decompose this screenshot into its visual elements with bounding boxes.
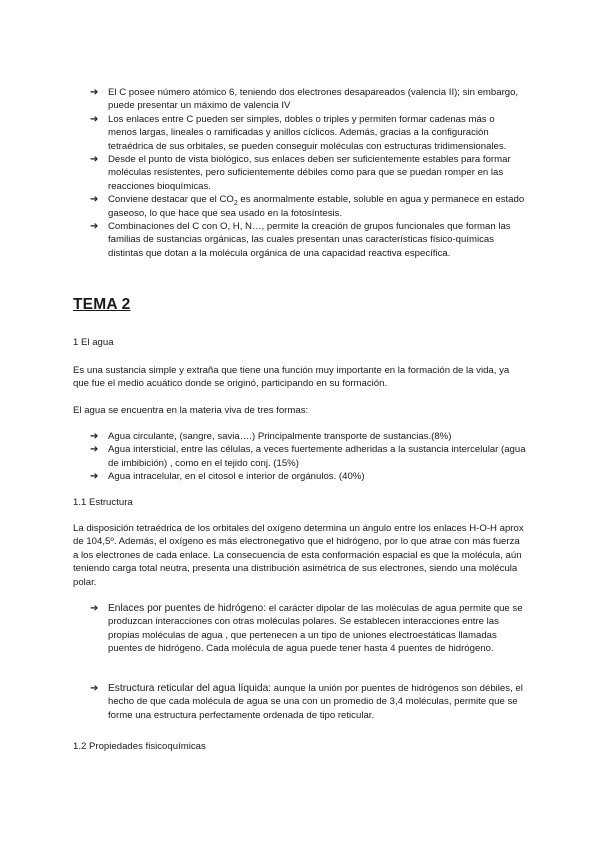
paragraph-estructura: La disposición tetraédrica de los orbitales del oxígeno determina un ángulo entre los enlaces H-O-H aprox de 104,5º. Además, el oxígeno es más electronegativo que el hidrógeno, por lo que atrae con más fuerza a los electrones de cada enlace. La consecuencia de esta conformación espacial es que la molécula, aún teniendo carga total neutra, presenta una distribución asimétrica de sus electrones, siendo una molécula polar. — [73, 523, 524, 588]
bullet-lead: Enlaces por puentes de hidrógeno: — [108, 603, 267, 614]
list-item: ➔ Conviene destacar que el $CO_2$ es anormalmente estable, soluble en agua y permanece en estado gaseoso, lo que hace que sea usado en la fotosíntesis. — [90, 194, 525, 219]
list-item: ➔ Enlaces por puentes de hidrógeno: el carácter dipolar de las moléculas de agua permite que se produzcan interacciones con otras moléculas polares. Se establecen interacciones entre las propias moléculas de agua , que pertenecen a un tipo de uniones electroestáticas llamadas puentes de hidrógeno. Cada molécula de agua puede tener hasta 4 puentes de hidrógeno. — [90, 603, 523, 655]
list-item: ➔ Agua intracelular, en el citosol e interior de orgánulos. (40%) — [90, 471, 365, 483]
arrow-bullet-icon: ➔ — [90, 154, 99, 166]
paragraph-agua: Es una sustancia simple y extraña que tiene una función muy importante en la formación de la vida, ya que fue el medio acuático donde se originó, participando en su formación. — [73, 365, 510, 390]
paragraph-formas: El agua se encuentra en la materia viva de tres formas: — [73, 405, 309, 416]
arrow-bullet-icon: ➔ — [90, 221, 99, 233]
heading-estructura: 1.1 Estructura — [73, 497, 133, 508]
arrow-bullet-icon: ➔ — [90, 471, 99, 483]
bullet-lead: Estructura reticular del agua líquida: — [108, 683, 272, 694]
estructura-bullet-list-2 — [90, 682, 526, 722]
list-item: ➔ Desde el punto de vista biológico, sus enlaces deben ser suficientemente estables para formar moléculas resistentes, pero suficientemente débiles como para que se puedan romper en las reacciones bioquímicas. — [90, 154, 511, 192]
arrow-bullet-icon: ➔ — [90, 431, 99, 442]
list-item: ➔ Agua circulante, (sangre, savia….) Principalmente transporte de sustancias.(8%) — [90, 431, 452, 442]
list-item: ➔ Agua intersticial, entre las células, a veces fuertemente adheridas a la sustancia intercelular (agua de imbibición) , como en el tejido conj. (15%) — [90, 444, 526, 469]
arrow-bullet-icon: ➔ — [90, 194, 99, 206]
heading-agua: 1 El agua — [73, 337, 114, 348]
list-item: ➔ Los enlaces entre C pueden ser simples, dobles o triples y permiten formar cadenas más o menos largas, lineales o ramificadas y anillos cíclicos. Además, gracias a la configuración tetraédrica de sus orbitales, se pueden conseguir moléculas con estructuras tridimensionales. — [90, 113, 507, 152]
arrow-bullet-icon: ➔ — [90, 683, 99, 694]
heading-propiedades: 1.2 Propiedades fisicoquímicas — [73, 741, 206, 752]
list-item: ➔ Combinaciones del C con O, H, N…, permite la creación de grupos funcionales que forman las familias de sustancias orgánicas, las cuales presentan unas características físico-químicas distintas que dotan a la molécula orgánica de una capacidad reactiva específica. — [90, 221, 511, 259]
intro-bullet-list — [90, 86, 526, 260]
formas-bullet-list — [90, 430, 526, 484]
list-item: ➔ Estructura reticular del agua líquida: aunque la unión por puentes de hidrógenos son débiles, el hecho de que cada molécula de agua se una con un promedio de 3,4 moléculas, permite que se forme una estructura perfectamente ordenada de tipo reticular. — [90, 683, 523, 721]
estructura-bullet-list — [90, 602, 526, 656]
section-title: TEMA 2 — [73, 296, 131, 313]
list-item: ➔ El C posee número atómico 6, teniendo dos electrones desapareados (valencia II); sin embargo, puede presentar un máximo de valencia IV — [90, 87, 519, 112]
arrow-bullet-icon: ➔ — [90, 444, 99, 456]
arrow-bullet-icon: ➔ — [90, 87, 99, 98]
arrow-bullet-icon: ➔ — [90, 603, 99, 614]
arrow-bullet-icon: ➔ — [90, 113, 99, 125]
